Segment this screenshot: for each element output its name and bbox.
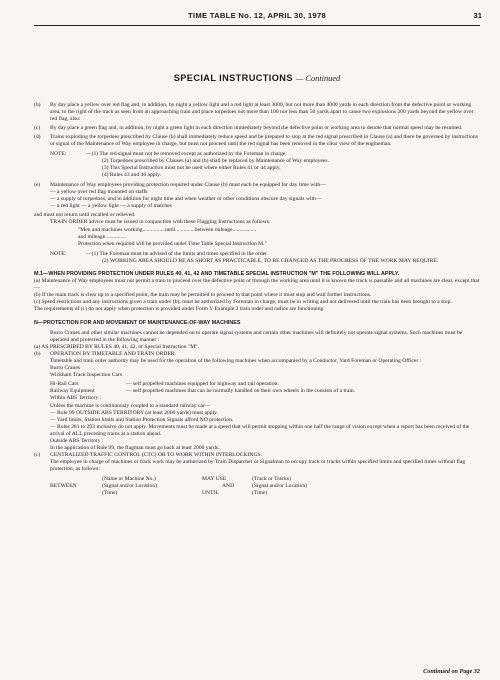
abs-within-text: Unless the machine is continuously coupled to a standard railway car— [50,402,211,409]
note-item: —(1) The red signal must not be removed except as authorized by the Foreman in charge. [86,150,287,157]
clause-text: Trains exploding the torpedoes prescribed by Clause (b) shall immediately reduce speed and be prepared to stop at the red signal prescribed in Clause (a) and there be governed by instructions or signal of the Maintenance of Way employee in charge, but must not proceed until the red signal has been removed in the clear view of the engineman. [50,134,478,148]
section-title [34,75,480,82]
equipment-item: — a red light — a yellow light — a supply of matches [50,203,172,210]
note-2 [34,251,480,265]
equipment-label: Hi-Rail Cars [50,381,79,388]
note-item: (3) This Special Instruction must not be used where either Rules 41 or 44 apply. [102,164,281,171]
note-label: NOTE: [50,150,67,157]
m1-clause-a: (a) Maintenance of Way employees must not permit a train to proceed over the defective point or through the working area until it is known the track is passable and all machines are clear, except that— [34,278,480,292]
table-cell: (Signal and/or Location) [102,482,157,489]
table-cell: (Track or Tracks) [252,475,291,482]
abs-outside-text: In the application of Rule 99, the flagman must go back at least 2000 yards. [50,445,220,452]
note-item: (2) Torpedoes prescribed by Clauses (a) and (b) shall be replaced by Maintenance of Way employees. [102,157,329,164]
clause-b [34,102,480,123]
clause-text: Maintenance of Way employees providing protection required under Clause (b) must each be equipped for day time with— [50,181,326,188]
table-cell: (Time) [102,489,118,496]
equipment-item: — a yellow over red flag mounted on staffs [50,189,148,196]
train-order-advice: TRAIN ORDER advice must be issued in conjunction with these Flagging Instructions as follows: [50,219,271,226]
abs-rule-item: — Yard limits, Station limits and Station Protection Signals afford NO protection. [50,416,234,423]
clause-label: (b) [34,102,41,108]
page-header [34,10,480,22]
clause-label: (c) [34,125,41,132]
section-title-text: SPECIAL INSTRUCTIONS [173,73,293,83]
machine-item: Burro Cranes [50,365,80,372]
table-cell: MAY USE [202,475,227,482]
equipment-item: — a supply of torpedoes, and in addition for night time and when weather or other conditions obscure day signals with— [50,196,322,203]
order-quote-line-3: Protection when required will be provided under Time Table Special Instruction M." [78,240,267,247]
heading-m1: M.1—WHEN PROVIDING PROTECTION UNDER RULES 40, 41, 42 AND TIMETABLE SPECIAL INSTRUCTION "M" THE FOLLOWING WILL APPLY. [34,270,400,277]
table-cell: (Time) [252,489,268,496]
n-clause-a: (a) AS PRESCRIBED BY RULES 40, 41, 42, or Special Instruction "M". [34,343,199,350]
note-label: NOTE: [50,250,67,257]
clause-label: (e) [34,181,41,188]
m1-requirements: The requirements of (c) do not apply when protection is provided under Form Y Example 2 train order and radios are functioning. [34,306,325,313]
clause-title: CENTRALIZED TRAFFIC CONTROL (CTC) OR TO WORK WITHIN INTERLOCKINGS. [50,452,262,459]
table-cell: (Name or Machine No.) [102,475,156,482]
abs-rule-item: — Rules 281 to 293 inclusive do not apply. Movements must be made at a speed that will permit stopping within one half the range of vision except when a report has been received of the arrival of ALL preceding trains at a station ahead. [50,423,470,437]
n-clause-b [34,351,480,379]
abs-rule-item: — Rule 99 OUTSIDE ABS TERRITORY (at least 2000 yards) must apply. [50,409,218,416]
order-quote-line-2: and mileage............... [78,233,127,240]
equipment-desc: — self propelled machines that can be normally handled on their own wheels in the consists of a train. [126,388,356,395]
ctc-authority-table [34,476,480,497]
heading-n: N—PROTECTION FOR AND MOVEMENT OF MAINTENANCE-OF-WAY MACHINES [34,319,241,326]
clause-c [34,125,480,132]
continued-footer: Continued on Page 32 [423,668,480,675]
page-number: 31 [473,11,482,20]
order-quote-line-1: "Men and machines working................until..............between mileage................. [78,226,257,233]
clause-d [34,134,480,148]
note-item: (4) Rules 43 and 46 apply. [102,171,161,178]
clause-e-after: and must not return until recalled or relieved. [34,212,136,219]
clause-text: By day place a yellow over red flag and, in addition, by night a yellow light and a red light at least 3000, but not more than 4000 yards in each direction from the defective point or working area, to the right of the track as seen from an approaching train and place torpedoes not more than 100 nor less than 50 yards apart to cause two explosions 200 yards beyond the yellow over red flag, also: [50,102,474,123]
clause-e [34,182,480,210]
clause-text: By day place a green flag and, in addition, by night a green light in each direction immediately beyond the defective point or working area to denote that normal speed may be resumed. [50,125,463,132]
section-continued: — Continued [295,74,341,83]
machine-item: Wickham Track Inspection Cars [50,372,123,379]
clause-label: (d) [34,134,41,141]
clause-text: Timetable and train order authority may be used for the operation of the following machines when accompanied by a Conductor, Yard Foreman or Operating Officer : [50,358,422,364]
railway-row [34,388,480,395]
table-cell: AND [222,482,235,489]
table-cell: (Signal and/or Location) [252,482,307,489]
clause-label: (b) [34,350,41,357]
m1-clause-b: (b) If the main track is clear up to a specified point, the train may be permitted to proceed to that point where it must stop and wait further instructions. [34,292,372,299]
n-clause-c [34,452,480,473]
clause-title: OPERATION BY TIMETABLE AND TRAIN ORDER. [50,350,176,357]
document-body [34,102,480,497]
equipment-desc: — self propelled machines equipped for highway and rail operation. [126,381,279,388]
m1-clause-c: (c) Speed restrictions and any instructions given a train under (b), must be authorized by Foreman in charge, must be in writing and not delivered until the train has been brought to a stop. [34,299,452,306]
header-rule [34,25,480,26]
abs-outside-label: Outside ABS Territory : [50,438,104,445]
note-1 [34,151,480,179]
note-item: (2) WORKING AREA SHOULD BE AS SHORT AS PRACTICABLE, TO BE CHANGED AS THE PROGRESS OF THE WORK MAY REQUIRE. [102,257,439,264]
note-item: —(1) The Foreman must be advised of the limits and times specified in the order. [86,250,269,257]
n-intro: Burro Cranes and other similar machines cannot be depended on to operate signal systems and certain other machines will definitely not operate signal systems. Such machines must be operated and protected in the following manner : [50,329,463,343]
clause-label: (c) [34,452,41,459]
clause-text: The employee in charge of machines or track work may be authorized by Train Dispatcher or Signalman to occupy track or tracks within specified limits and specified times without flag protection, as follows: [50,459,466,473]
header-title: TIME TABLE No. 12, APRIL 30, 1978 [187,11,327,20]
equipment-label: Railway Equipment [50,388,95,395]
table-cell: BETWEEN [50,482,77,489]
table-cell: UNTIL [202,489,219,496]
abs-within-label: Within ABS Territory : [50,395,102,402]
